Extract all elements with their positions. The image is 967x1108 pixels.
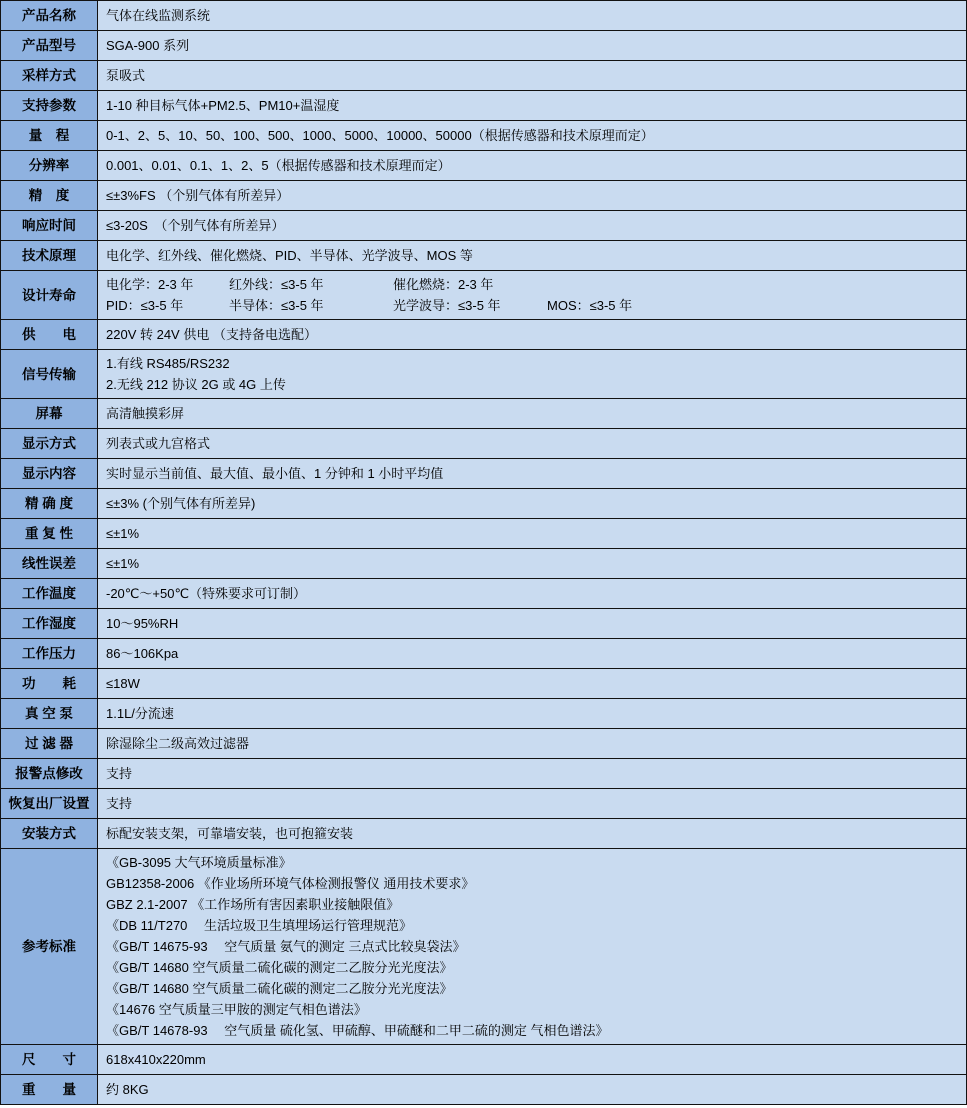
table-row-design-life (1, 271, 966, 320)
spec-value-reference-standards (98, 849, 966, 1044)
table-row-power-consumption (1, 669, 966, 699)
spec-label-operating-pressure: 工作压力 (1, 639, 98, 668)
table-row-display-mode (1, 429, 966, 459)
table-row-technology (1, 241, 966, 271)
spec-label-display-mode: 显示方式 (1, 429, 98, 458)
spec-label-product-model: 产品型号 (1, 31, 98, 60)
spec-value-line: SGA-900 系列 (106, 38, 190, 53)
table-row-installation (1, 819, 966, 849)
spec-label-factory-reset: 恢复出厂设置 (1, 789, 98, 818)
spec-value-range (98, 121, 966, 150)
spec-value-line: 气体在线监测系统 (106, 8, 211, 23)
spec-value-alarm-point-modify (98, 759, 966, 788)
spec-value-segment: 半导体：≤3-5 年 (229, 298, 324, 313)
spec-label-installation: 安装方式 (1, 819, 98, 848)
spec-value-weight (98, 1075, 966, 1104)
spec-value-line: 《GB/T 14678-93 空气质量 硫化氢、甲硫醇、甲硫醚和二甲二硫的测定 气相色谱法》 (106, 1023, 609, 1038)
spec-value-screen (98, 399, 966, 428)
spec-value-line: ≤±3% (个别气体有所差异) (106, 496, 256, 511)
spec-label-sampling-method: 采样方式 (1, 61, 98, 90)
spec-value-line: 支持 (106, 796, 133, 811)
spec-value-line: 泵吸式 (106, 68, 146, 83)
spec-value-sampling-method (98, 61, 966, 90)
table-row-power-supply (1, 320, 966, 350)
spec-value-operating-temperature (98, 579, 966, 608)
spec-label-dimensions: 尺 寸 (1, 1045, 98, 1074)
table-row-precision (1, 489, 966, 519)
spec-label-accuracy: 精 度 (1, 181, 98, 210)
spec-label-precision: 精 确 度 (1, 489, 98, 518)
table-row-factory-reset (1, 789, 966, 819)
table-row-resolution (1, 151, 966, 181)
table-row-reference-standards (1, 849, 966, 1045)
spec-value-line: -20℃～+50℃（特殊要求可订制） (106, 586, 307, 601)
spec-value-line: 除湿除尘二级高效过滤器 (106, 736, 250, 751)
spec-value-line: ≤±1% (106, 556, 140, 571)
spec-label-reference-standards: 参考标准 (1, 849, 98, 1044)
spec-value-segment: 催化燃烧：2-3 年 (393, 277, 494, 292)
spec-value-filter (98, 729, 966, 758)
spec-value-line: 《GB/T 14675-93 空气质量 氨气的测定 三点式比较臭袋法》 (106, 939, 466, 954)
spec-label-weight: 重 量 (1, 1075, 98, 1104)
spec-value-operating-pressure (98, 639, 966, 668)
spec-label-response-time: 响应时间 (1, 211, 98, 240)
spec-value-line: 高清触摸彩屏 (106, 406, 185, 421)
spec-label-filter: 过 滤 器 (1, 729, 98, 758)
spec-value-dimensions (98, 1045, 966, 1074)
spec-value-line: 2.无线 212 协议 2G 或 4G 上传 (106, 377, 286, 392)
table-row-display-content (1, 459, 966, 489)
spec-value-vacuum-pump (98, 699, 966, 728)
spec-value-response-time (98, 211, 966, 240)
spec-label-repeatability: 重 复 性 (1, 519, 98, 548)
spec-value-line: ≤±3%FS （个别气体有所差异） (106, 188, 290, 203)
table-row-response-time (1, 211, 966, 241)
spec-value-line: 0-1、2、5、10、50、100、500、1000、5000、10000、50000（根据传感器和技术原理而定） (106, 128, 654, 143)
spec-value-design-life (98, 271, 966, 319)
spec-value-supported-params (98, 91, 966, 120)
spec-value-line: 0.001、0.01、0.1、1、2、5（根据传感器和技术原理而定） (106, 158, 451, 173)
spec-value-repeatability (98, 519, 966, 548)
spec-label-power-supply: 供 电 (1, 320, 98, 349)
spec-value-accuracy (98, 181, 966, 210)
spec-value-line: 《GB-3095 大气环境质量标准》 (106, 855, 292, 870)
spec-value-operating-humidity (98, 609, 966, 638)
table-row-range (1, 121, 966, 151)
table-row-dimensions (1, 1045, 966, 1075)
spec-label-operating-temperature: 工作温度 (1, 579, 98, 608)
spec-value-product-name (98, 1, 966, 30)
spec-label-technology: 技术原理 (1, 241, 98, 270)
spec-value-line: 《GB/T 14680 空气质量二硫化碳的测定二乙胺分光光度法》 (106, 960, 453, 975)
spec-value-line: GBZ 2.1-2007 《工作场所有害因素职业接触限值》 (106, 897, 400, 912)
table-row-supported-params (1, 91, 966, 121)
spec-label-product-name: 产品名称 (1, 1, 98, 30)
spec-value-line: ≤18W (106, 676, 140, 691)
spec-label-supported-params: 支持参数 (1, 91, 98, 120)
spec-value-line: 约 8KG (106, 1082, 149, 1097)
spec-value-factory-reset (98, 789, 966, 818)
spec-value-line: ≤3-20S （个别气体有所差异） (106, 218, 285, 233)
spec-value-line: 10～95%RH (106, 616, 179, 631)
table-row-linearity-error (1, 549, 966, 579)
spec-value-display-mode (98, 429, 966, 458)
table-row-weight (1, 1075, 966, 1105)
spec-value-resolution (98, 151, 966, 180)
spec-label-range: 量 程 (1, 121, 98, 150)
spec-value-line: 支持 (106, 766, 133, 781)
spec-value-segment: 光学波导：≤3-5 年 (393, 298, 501, 313)
spec-value-line: GB12358-2006 《作业场所环境气体检测报警仪 通用技术要求》 (106, 876, 475, 891)
spec-value-line: 1.1L/分流速 (106, 706, 174, 721)
spec-value-segment: MOS：≤3-5 年 (547, 298, 633, 313)
table-row-product-name (1, 1, 966, 31)
table-row-alarm-point-modify (1, 759, 966, 789)
spec-value-line: 《GB/T 14680 空气质量二硫化碳的测定二乙胺分光光度法》 (106, 981, 453, 996)
spec-value-line: 列表式或九宫格式 (106, 436, 211, 451)
table-row-operating-temperature (1, 579, 966, 609)
spec-value-precision (98, 489, 966, 518)
spec-value-line: 1-10 种目标气体+PM2.5、PM10+温湿度 (106, 98, 340, 113)
spec-value-line: 《DB 11/T270 生活垃圾卫生填埋场运行管理规范》 (106, 918, 413, 933)
table-row-accuracy (1, 181, 966, 211)
spec-value-line: 《14676 空气质量三甲胺的测定气相色谱法》 (106, 1002, 367, 1017)
table-row-sampling-method (1, 61, 966, 91)
table-row-product-model (1, 31, 966, 61)
spec-label-resolution: 分辨率 (1, 151, 98, 180)
table-row-signal-transmission (1, 350, 966, 399)
spec-value-line (106, 274, 960, 295)
spec-value-line: 220V 转 24V 供电 （支持备电选配） (106, 327, 317, 342)
spec-value-product-model (98, 31, 966, 60)
spec-label-signal-transmission: 信号传输 (1, 350, 98, 398)
spec-value-linearity-error (98, 549, 966, 578)
spec-label-screen: 屏幕 (1, 399, 98, 428)
spec-value-line: 标配安装支架，可靠墙安装，也可抱箍安装 (106, 826, 354, 841)
spec-value-segment: PID：≤3-5 年 (106, 298, 184, 313)
spec-value-line: 1.有线 RS485/RS232 (106, 356, 230, 371)
spec-value-technology (98, 241, 966, 270)
table-row-screen (1, 399, 966, 429)
spec-value-line (106, 295, 960, 316)
spec-value-segment: 红外线：≤3-5 年 (229, 277, 324, 292)
spec-label-display-content: 显示内容 (1, 459, 98, 488)
table-row-filter (1, 729, 966, 759)
table-row-repeatability (1, 519, 966, 549)
spec-label-vacuum-pump: 真 空 泵 (1, 699, 98, 728)
spec-value-line: 电化学、红外线、催化燃烧、PID、半导体、光学波导、MOS 等 (106, 248, 473, 263)
spec-value-power-consumption (98, 669, 966, 698)
spec-label-linearity-error: 线性误差 (1, 549, 98, 578)
spec-label-alarm-point-modify: 报警点修改 (1, 759, 98, 788)
spec-value-line: ≤±1% (106, 526, 140, 541)
spec-value-signal-transmission (98, 350, 966, 398)
table-row-operating-humidity (1, 609, 966, 639)
table-row-operating-pressure (1, 639, 966, 669)
spec-value-power-supply (98, 320, 966, 349)
spec-label-power-consumption: 功 耗 (1, 669, 98, 698)
spec-value-line: 618x410x220mm (106, 1052, 206, 1067)
spec-value-display-content (98, 459, 966, 488)
spec-value-line: 86～106Kpa (106, 646, 179, 661)
spec-label-operating-humidity: 工作湿度 (1, 609, 98, 638)
spec-value-installation (98, 819, 966, 848)
spec-label-design-life: 设计寿命 (1, 271, 98, 319)
spec-value-segment: 电化学：2-3 年 (106, 277, 194, 292)
table-row-vacuum-pump (1, 699, 966, 729)
spec-value-line: 实时显示当前值、最大值、最小值、1 分钟和 1 小时平均值 (106, 466, 444, 481)
